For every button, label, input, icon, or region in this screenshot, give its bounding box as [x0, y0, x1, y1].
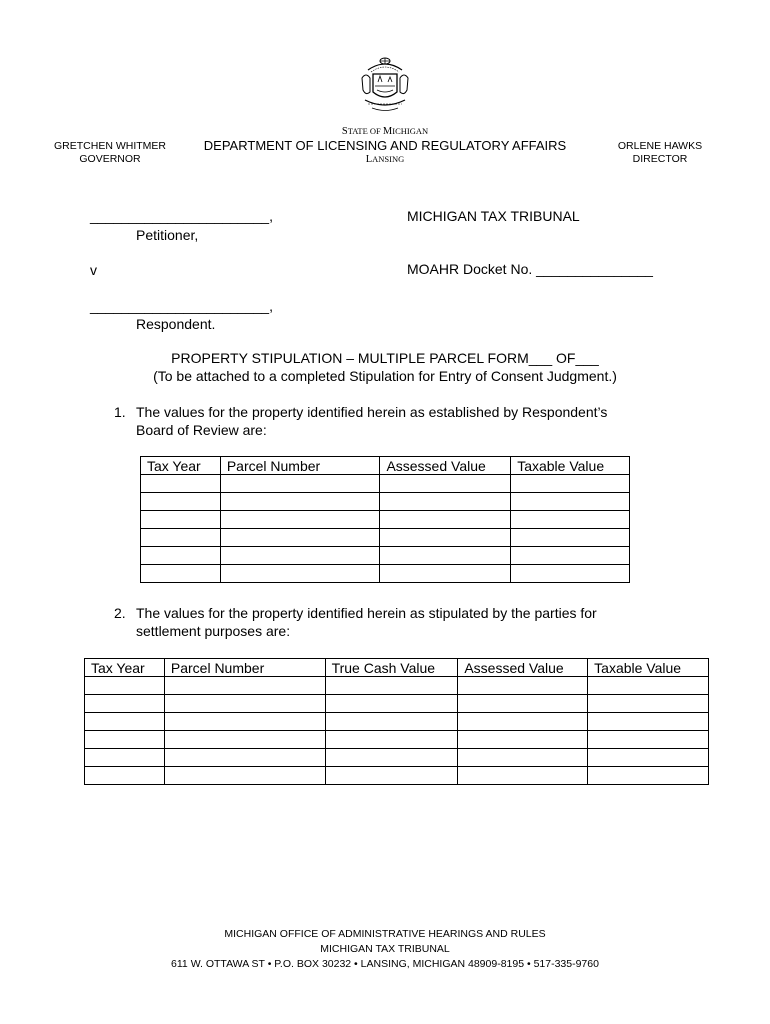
table-cell-input[interactable]	[511, 565, 630, 583]
section2-number: 2.	[114, 605, 126, 621]
tribunal-name: MICHIGAN TAX TRIBUNAL	[407, 208, 580, 224]
section1-text-line2: Board of Review are:	[136, 422, 267, 438]
state-of-michigan	[180, 126, 590, 137]
table-cell-input[interactable]	[164, 767, 325, 785]
col-header-parcel-number: Parcel Number	[220, 457, 380, 475]
table-cell-input[interactable]	[380, 475, 511, 493]
michigan-seal-icon	[360, 56, 410, 114]
col-header-parcel-number: Parcel Number	[164, 659, 325, 677]
state-text: TATE OF	[347, 126, 383, 136]
table-cell-input[interactable]	[325, 731, 458, 749]
col-header-taxable-value: Taxable Value	[511, 457, 630, 475]
director-block	[590, 140, 730, 166]
table-cell-input[interactable]	[325, 749, 458, 767]
table-cell-input[interactable]	[511, 529, 630, 547]
governor-title: GOVERNOR	[79, 153, 141, 165]
form-subtitle: (To be attached to a completed Stipulation for Entry of Consent Judgment.)	[153, 368, 617, 384]
board-of-review-table	[140, 456, 630, 583]
respondent-label: Respondent.	[136, 316, 216, 332]
table-cell-input[interactable]	[141, 529, 221, 547]
table-cell-input[interactable]	[220, 475, 380, 493]
section1-number: 1.	[114, 404, 126, 420]
table-cell-input[interactable]	[220, 511, 380, 529]
docket-number-field[interactable]: MOAHR Docket No. _______________	[407, 261, 653, 277]
table-cell-input[interactable]	[164, 713, 325, 731]
table-cell-input[interactable]	[511, 547, 630, 565]
table-cell-input[interactable]	[458, 767, 588, 785]
table-cell-input[interactable]	[164, 749, 325, 767]
table-cell-input[interactable]	[511, 511, 630, 529]
table-cell-input[interactable]	[511, 493, 630, 511]
table-cell-input[interactable]	[588, 713, 709, 731]
table-cell-input[interactable]	[220, 529, 380, 547]
table-cell-input[interactable]	[511, 475, 630, 493]
table-cell-input[interactable]	[220, 565, 380, 583]
table-cell-input[interactable]	[588, 767, 709, 785]
table-cell-input[interactable]	[458, 713, 588, 731]
table-cell-input[interactable]	[380, 493, 511, 511]
table-cell-input[interactable]	[141, 511, 221, 529]
governor-name: GRETCHEN WHITMER	[54, 140, 166, 152]
governor-block	[40, 140, 180, 166]
col-header-true-cash-value: True Cash Value	[325, 659, 458, 677]
director-name: ORLENE HAWKS	[617, 140, 703, 152]
table-cell-input[interactable]	[220, 547, 380, 565]
table-cell-input[interactable]	[220, 493, 380, 511]
table-cell-input[interactable]	[325, 677, 458, 695]
state-letter-m: M	[382, 126, 393, 137]
table-row	[85, 749, 709, 767]
table-body	[85, 677, 709, 785]
table-cell-input[interactable]	[458, 677, 588, 695]
city-text: ANSING	[372, 154, 405, 164]
table-cell-input[interactable]	[85, 767, 165, 785]
table-cell-input[interactable]	[325, 713, 458, 731]
table-cell-input[interactable]	[325, 767, 458, 785]
table-cell-input[interactable]	[141, 475, 221, 493]
table-row	[85, 695, 709, 713]
table-header-row	[85, 659, 709, 677]
table-cell-input[interactable]	[458, 695, 588, 713]
table-cell-input[interactable]	[85, 713, 165, 731]
section1-text-line1: The values for the property identified herein as established by Respondent’s	[136, 404, 608, 420]
table-cell-input[interactable]	[380, 547, 511, 565]
table-row	[141, 511, 630, 529]
department-name: DEPARTMENT OF LICENSING AND REGULATORY AFFAIRS	[203, 138, 567, 153]
table-cell-input[interactable]	[458, 731, 588, 749]
table-row	[141, 565, 630, 583]
table-row	[141, 547, 630, 565]
section2-text-line1: The values for the property identified herein as stipulated by the parties for	[136, 605, 597, 621]
col-header-tax-year: Tax Year	[141, 457, 221, 475]
table-cell-input[interactable]	[588, 749, 709, 767]
table-row	[85, 677, 709, 695]
table-header-row	[141, 457, 630, 475]
col-header-assessed-value: Assessed Value	[458, 659, 588, 677]
stipulated-values-table	[84, 658, 709, 785]
col-header-tax-year: Tax Year	[85, 659, 165, 677]
table-cell-input[interactable]	[141, 565, 221, 583]
table-cell-input[interactable]	[325, 695, 458, 713]
footer	[0, 927, 770, 972]
table-cell-input[interactable]	[588, 695, 709, 713]
petitioner-label: Petitioner,	[136, 227, 199, 243]
col-header-assessed-value: Assessed Value	[380, 457, 511, 475]
table-row	[85, 713, 709, 731]
michigan-text: ICHIGAN	[392, 126, 429, 136]
table-cell-input[interactable]	[85, 677, 165, 695]
table-cell-input[interactable]	[380, 511, 511, 529]
footer-address: 611 W. OTTAWA ST • P.O. BOX 30232 • LANSING, MICHIGAN 48909-8195 • 517-335-9760	[171, 958, 599, 970]
table-cell-input[interactable]	[588, 731, 709, 749]
state-letter-s: S	[341, 126, 348, 137]
agency-block	[180, 126, 590, 165]
table-cell-input[interactable]	[458, 749, 588, 767]
table-row	[85, 731, 709, 749]
table-cell-input[interactable]	[85, 749, 165, 767]
col-header-taxable-value: Taxable Value	[588, 659, 709, 677]
section2-text-line2: settlement purposes are:	[136, 623, 291, 639]
footer-office: MICHIGAN OFFICE OF ADMINISTRATIVE HEARINGS AND RULES	[224, 928, 546, 940]
table-cell-input[interactable]	[85, 731, 165, 749]
versus-label: v	[90, 262, 97, 278]
table-row	[85, 767, 709, 785]
table-row	[141, 529, 630, 547]
table-row	[141, 475, 630, 493]
table-cell-input[interactable]	[164, 695, 325, 713]
table-body	[141, 475, 630, 583]
form-title: PROPERTY STIPULATION – MULTIPLE PARCEL FORM___ OF___	[171, 350, 599, 366]
table-cell-input[interactable]	[380, 529, 511, 547]
table-cell-input[interactable]	[380, 565, 511, 583]
city-lansing	[180, 154, 590, 165]
footer-tribunal: MICHIGAN TAX TRIBUNAL	[320, 943, 450, 955]
table-cell-input[interactable]	[141, 547, 221, 565]
table-cell-input[interactable]	[141, 493, 221, 511]
petitioner-blank[interactable]: _______________________,	[90, 208, 273, 224]
table-cell-input[interactable]	[85, 695, 165, 713]
respondent-blank[interactable]: _______________________,	[90, 298, 273, 314]
city-letter-l: L	[365, 154, 373, 165]
table-cell-input[interactable]	[164, 677, 325, 695]
table-cell-input[interactable]	[588, 677, 709, 695]
table-cell-input[interactable]	[164, 731, 325, 749]
table-row	[141, 493, 630, 511]
director-title: DIRECTOR	[632, 153, 688, 165]
